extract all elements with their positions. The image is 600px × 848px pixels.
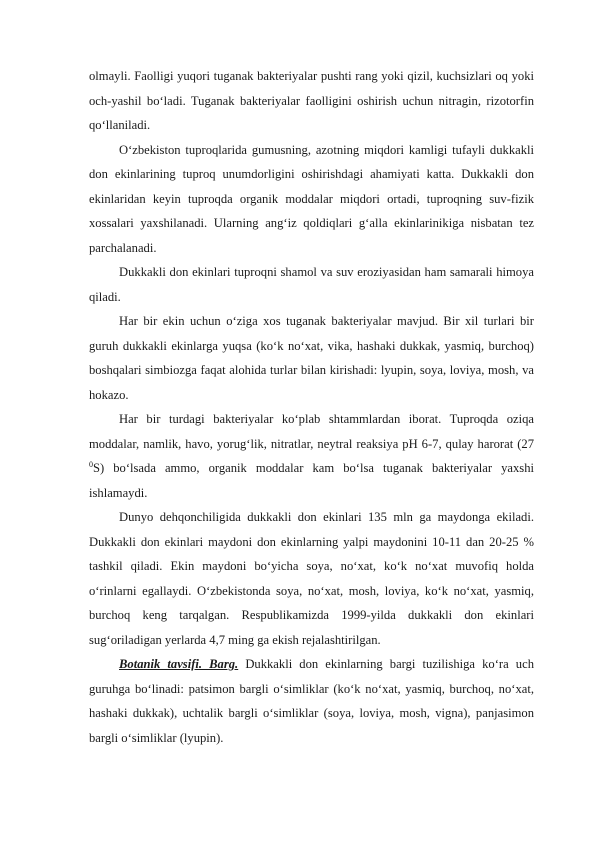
- paragraph-symbiosis: Har bir ekin uchun oʻziga xos tuganak bakteriyalar mavjud. Bir xil turlari bir guruh dukkakli ekinlarga yuqsa (koʻk noʻxat, vika, hashaki dukkak, yasmiq, burchoq) boshqalari simbiozga faqat alohida turlar bilan kirishadi: lyupin, soya, loviya, mosh, va hokazo.: [89, 314, 534, 402]
- paragraph-strains: [89, 407, 534, 505]
- paragraph-erosion-protection: Dukkakli don ekinlari tuproqni shamol va suv eroziyasidan ham samarali himoya qiladi.: [89, 265, 534, 304]
- strains-text-after: S) boʻlsada ammo, organik moddalar kam boʻlsa tuganak bakteriyalar yaxshi ishlamaydi.: [89, 461, 534, 500]
- paragraph-world-farming: Dunyo dehqonchiligida dukkakli don ekinlari 135 mln ga maydonga ekiladi. Dukkakli don ekinlari maydoni don ekinlarning yalpi maydonini 10-11 dan 20-25 % tashkil qiladi. Ekin maydoni boʻyicha soya, noʻxat, koʻk noʻxat muvofiq holda oʻrinlarni egallaydi. Oʻzbekistonda soya, noʻxat, mosh, loviya, koʻk noʻxat, yasmiq, burchoq keng tarqalgan. Respublikamizda 1999-yilda dukkakli don ekinlari sugʻoriladigan yerlarda 4,7 ming ga ekish rejalashtirilgan.: [89, 510, 534, 647]
- temperature-superscript: 0: [89, 459, 93, 469]
- paragraph-bacteria-color: olmayli. Faolligi yuqori tuganak bakteriyalar pushti rang yoki qizil, kuchsizlari oq yoki och-yashil boʻladi. Tuganak bakteriyalar faolligini oshirish uchun nitragin, rizotorfin qoʻllaniladi.: [89, 69, 534, 132]
- botanical-text: Dukkakli don ekinlarning bargi tuzilishiga koʻra uch guruhga boʻlinadi: patsimon bargli oʻsimliklar (koʻk noʻxat, yasmiq, burchoq, noʻxat, hashaki dukkak), uchtalik bargli oʻsimliklar (soya, loviya, mosh, vigna), panjasimon bargli oʻsimliklar (lyupin).: [89, 657, 534, 745]
- paragraph-botanical-description: [89, 652, 534, 750]
- strains-text-before: Har bir turdagi bakteriyalar koʻplab shtammlardan iborat. Tuproqda oziqa moddalar, namlik, havo, yorugʻlik, nitratlar, neytral reaksiya pH 6-7, qulay harorat (27: [89, 412, 534, 451]
- section-heading-botanical: Botanik tavsifi. Barg.: [119, 657, 239, 671]
- paragraph-uzbekistan-soils: Oʻzbekiston tuproqlarida gumusning, azotning miqdori kamligi tufayli dukkakli don ekinlarining tuproq unumdorligini oshirishdagi ahamiyati katta. Dukkakli don ekinlaridan keyin tuproqda organik moddalar miqdori ortadi, tuproqning suv-fizik xossalari yaxshilanadi. Ularning angʻiz qoldiqlari gʻalla ekinlarinikiga nisbatan tez parchalanadi.: [89, 142, 534, 255]
